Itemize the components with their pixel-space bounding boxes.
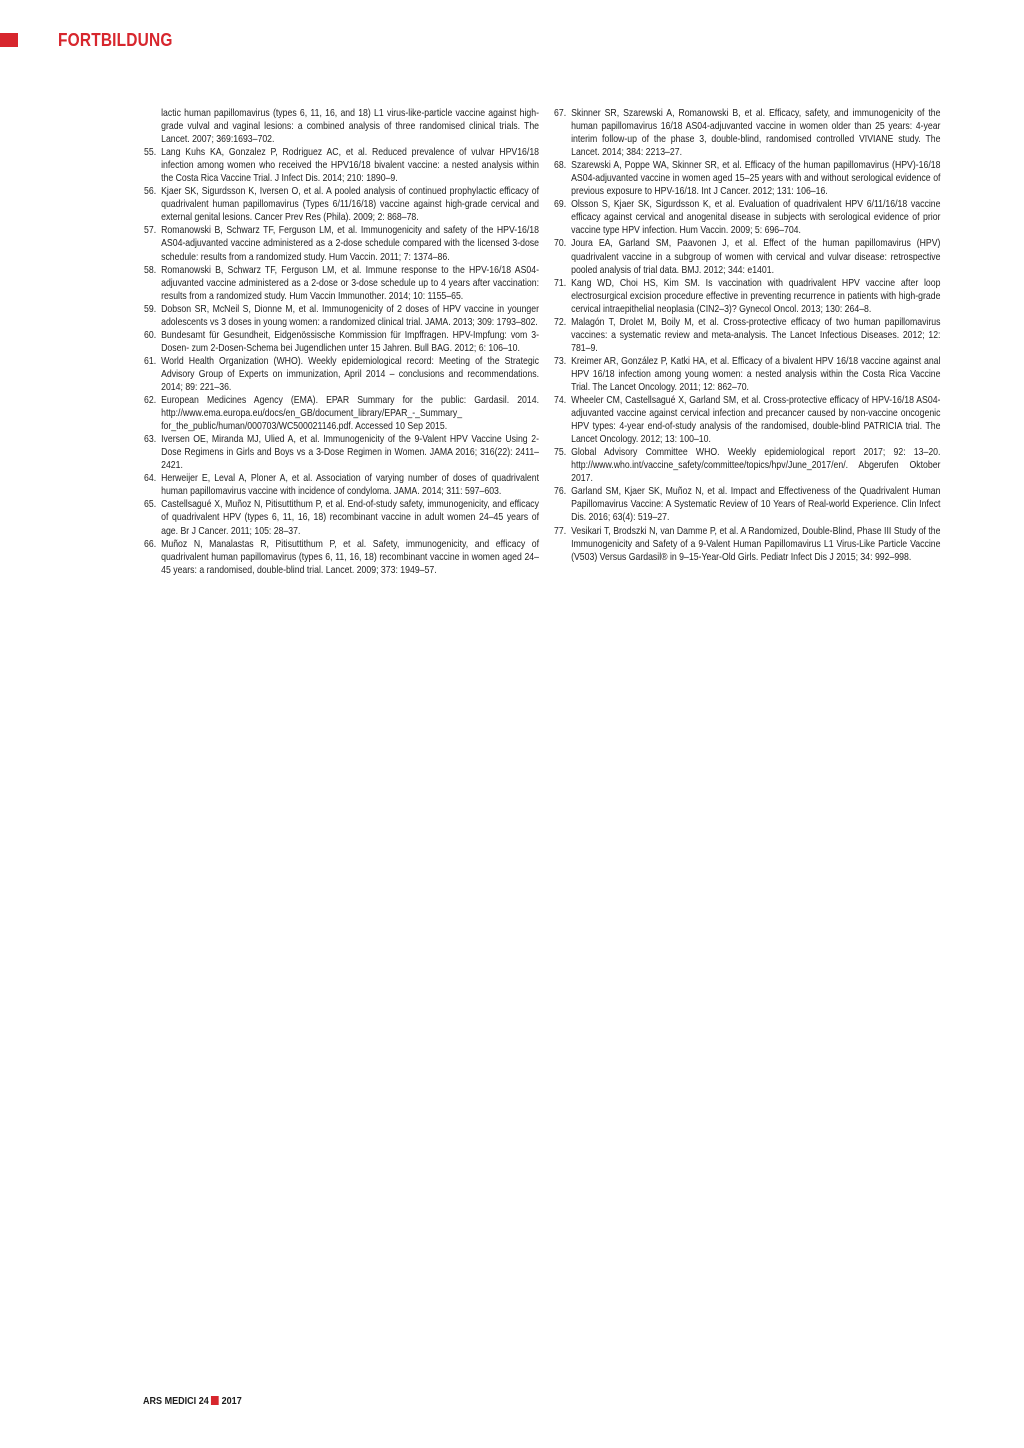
- reference-item: [554, 107, 940, 159]
- reference-item: [554, 316, 940, 355]
- reference-item: [554, 446, 940, 485]
- reference-item: [554, 355, 940, 394]
- reference-text: Garland SM, Kjaer SK, Muñoz N, et al. Impact and Effectiveness of the Quadrivalent Human Papillomavirus Vaccine: A Systematic Review of 10 Years of Real-world Experience. Clin Infect Dis. 2016; 63(4): 519–27.: [571, 486, 941, 524]
- footer-year: 2017: [221, 1395, 242, 1407]
- reference-item: [144, 498, 539, 537]
- reference-item: [554, 198, 940, 237]
- reference-text: Castellsagué X, Muñoz N, Pitisuttithum P, et al. End-of-study safety, immunogenicity, and efficacy of quadrivalent HPV (types 6, 11, 16, 18) recombinant vaccine in adult women 24–45 years of age. Br J Cancer. 2011; 105: 28–37.: [161, 499, 540, 537]
- reference-item: [144, 433, 539, 472]
- reference-text: Muñoz N, Manalastas R, Pitisuttithum P, et al. Safety, immunogenicity, and efficacy of quadrivalent human papillomavirus (types 6, 11, 16, 18) recombinant vaccine in women aged 24–45 years: a randomised, double-blind trial. Lancet. 2009; 373: 1949–57.: [161, 538, 540, 576]
- reference-number: 76.: [554, 486, 567, 498]
- reference-item: [144, 538, 539, 577]
- reference-number: 69.: [554, 199, 567, 211]
- references-column-left: [144, 107, 566, 577]
- reference-text: Skinner SR, Szarewski A, Romanowski B, et al. Efficacy, safety, and immunogenicity of the human papillomavirus 16/18 AS04-adjuvanted vaccine in women older than 25 years: 4-year interim follow-up of the phase 3, double-blind, randomised controlled VIVIANE study. The Lancet. 2014; 384: 2213–27.: [571, 108, 941, 159]
- reference-number: 73.: [554, 355, 567, 367]
- reference-text: Kreimer AR, González P, Katki HA, et al. Efficacy of a bivalent HPV 16/18 vaccine against anal HPV 16/18 infection among young women: a nested analysis within the Costa Rica Vaccine Trial. The Lancet Oncology. 2011; 12: 862–70.: [571, 355, 941, 393]
- footer-journal: ARS MEDICI 24: [143, 1395, 209, 1407]
- section-marker: [0, 33, 18, 47]
- reference-text: Bundesamt für Gesundheit, Eidgenössische Kommission für Impffragen. HPV-Impfung: vom 3-Dosen- zum 2-Dosen-Schema bei Jugendlichen unter 15 Jahren. Bull BAG. 2012; 6: 106–10.: [161, 329, 540, 354]
- reference-number: 65.: [144, 499, 157, 511]
- reference-number: 58.: [144, 264, 157, 276]
- reference-item: [144, 303, 539, 329]
- reference-number: 60.: [144, 329, 157, 341]
- reference-text: Malagón T, Drolet M, Boily M, et al. Cross-protective efficacy of two human papillomavirus vaccines: a systematic review and meta-analysis. The Lancet Infectious Diseases. 2012; 12: 781–9.: [571, 316, 941, 354]
- reference-item: [554, 237, 940, 276]
- reference-number: 66.: [144, 538, 157, 550]
- reference-item: [144, 264, 539, 303]
- reference-text: Vesikari T, Brodszki N, van Damme P, et al. A Randomized, Double-Blind, Phase III Study of the Immunogenicity and Safety of a 9-Valent Human Papillomavirus L1 Virus-Like Particle Vaccine (V503) Versus Gardasil® in 9–15-Year-Old Girls. Pediatr Infect Dis J 2015; 34: 992–998.: [571, 525, 941, 563]
- reference-text: Kang WD, Choi HS, Kim SM. Is vaccination with quadrivalent HPV vaccine after loop electrosurgical excision procedure effective in preventing recurrence in patients with high-grade cervical intraepithelial neoplasia (CIN2–3)? Gynecol Oncol. 2013; 130: 264–8.: [571, 277, 941, 315]
- reference-text: Romanowski B, Schwarz TF, Ferguson LM, et al. Immunogenicity and safety of the HPV-16/18 AS04-adjuvanted vaccine administered as a 2-dose schedule compared with the licensed 3-dose schedule: results from a randomized study. Hum Vaccin. 2011; 7: 1374–86.: [161, 225, 540, 263]
- reference-number: 77.: [554, 525, 567, 537]
- reference-text: Herweijer E, Leval A, Ploner A, et al. Association of varying number of doses of quadrivalent human papillomavirus vaccine with incidence of condyloma. JAMA. 2014; 311: 597–603.: [161, 473, 540, 498]
- reference-text: Wheeler CM, Castellsagué X, Garland SM, et al. Cross-protective efficacy of HPV-16/18 AS04-adjuvanted vaccine against cervical infection and precancer caused by non-vaccine oncogenic HPV types: 4-year end-of-study analysis of the randomised, double-blind PATRICIA trial. The Lancet Oncology. 2012; 13: 100–10.: [571, 395, 941, 446]
- reference-item: [554, 277, 940, 316]
- reference-text: Global Advisory Committee WHO. Weekly epidemiological report 2017; 92: 13–20. http://www.who.int/vaccine_safety/committee/topics/hpv/June_2017/en/. Abgerufen Oktober 2017.: [571, 447, 941, 485]
- reference-number: 68.: [554, 160, 567, 172]
- reference-number: 71.: [554, 277, 567, 289]
- reference-number: 67.: [554, 108, 567, 119]
- section-title: FORTBILDUNG: [58, 30, 173, 50]
- reference-item: [144, 107, 539, 146]
- reference-number: 57.: [144, 225, 157, 237]
- references-list-right: [554, 107, 940, 564]
- reference-number: 72.: [554, 316, 567, 328]
- reference-text: European Medicines Agency (EMA). EPAR Summary for the public: Gardasil. 2014. http://www.ema.europa.eu/docs/en_GB/document_library/EPAR_-_Summary_ for_the_public/human/000703/WC500021146.pdf. Accessed 10 Sep 2015.: [161, 395, 540, 433]
- page-footer: [143, 1395, 242, 1407]
- reference-number: 63.: [144, 434, 157, 446]
- reference-text: Romanowski B, Schwarz TF, Ferguson LM, et al. Immune response to the HPV-16/18 AS04-adjuvanted vaccine administered as a 2-dose or 3-dose schedule up to 4 years after vaccination: results from a randomized study. Hum Vaccin Immunother. 2014; 10: 1155–65.: [161, 264, 540, 302]
- references-column-right: [554, 107, 939, 564]
- reference-item: [144, 224, 539, 263]
- reference-item: [554, 525, 940, 564]
- reference-number: 56.: [144, 186, 157, 198]
- reference-text: Olsson S, Kjaer SK, Sigurdsson K, et al. Evaluation of quadrivalent HPV 6/11/16/18 vaccine efficacy against cervical and anogenital disease in subjects with serological evidence of prior vaccine type HPV infection. Hum Vaccin. 2009; 5: 696–704.: [571, 199, 941, 237]
- reference-item: [144, 146, 539, 185]
- reference-number: 70.: [554, 238, 567, 250]
- reference-number: 55.: [144, 147, 157, 159]
- reference-text: Szarewski A, Poppe WA, Skinner SR, et al. Efficacy of the human papillomavirus (HPV)-16/18 AS04-adjuvanted vaccine in women aged 15–25 years with and without serological evidence of previous exposure to HPV-16/18. Int J Cancer. 2012; 131: 106–16.: [571, 160, 941, 198]
- reference-number: 75.: [554, 447, 567, 459]
- reference-item: [554, 485, 940, 524]
- references-list-left: [144, 107, 539, 577]
- reference-number: 62.: [144, 395, 157, 407]
- reference-text: Joura EA, Garland SM, Paavonen J, et al. Effect of the human papillomavirus (HPV) quadrivalent vaccine in a subgroup of women with cervical and vulvar disease: retrospective pooled analysis of trial data. BMJ. 2012; 344: e1401.: [571, 238, 941, 276]
- reference-item: [144, 185, 539, 224]
- reference-item: [144, 355, 539, 394]
- reference-text: lactic human papillomavirus (types 6, 11, 16, and 18) L1 virus-like-particle vaccine against high-grade vulval and vaginal lesions: a combined analysis of three randomised clinical trials. The Lancet. 2007; 369:1693–702.: [161, 108, 540, 146]
- reference-text: Iversen OE, Miranda MJ, Ulied A, et al. Immunogenicity of the 9-Valent HPV Vaccine Using 2-Dose Regimens in Girls and Boys vs a 3-Dose Regimen in Women. JAMA 2016; 316(22): 2411–2421.: [161, 434, 540, 472]
- reference-item: [144, 394, 539, 433]
- reference-number: 64.: [144, 473, 157, 485]
- reference-number: 61.: [144, 355, 157, 367]
- reference-item: [554, 159, 940, 198]
- reference-number: 59.: [144, 303, 157, 315]
- reference-item: [144, 472, 539, 498]
- footer-square-marker: [211, 1396, 219, 1405]
- reference-text: Kjaer SK, Sigurdsson K, Iversen O, et al. A pooled analysis of continued prophylactic efficacy of quadrivalent human papillomavirus (Types 6/11/16/18) vaccine against high-grade cervical and external genital lesions. Cancer Prev Res (Phila). 2009; 2: 868–78.: [161, 186, 540, 224]
- reference-item: [554, 394, 940, 446]
- reference-text: Lang Kuhs KA, Gonzalez P, Rodriguez AC, et al. Reduced prevalence of vulvar HPV16/18 infection among women who received the HPV16/18 bivalent vaccine: a nested analysis within the Costa Rica Vaccine Trial. J Infect Dis. 2014; 210: 1890–9.: [161, 147, 540, 185]
- reference-item: [144, 329, 539, 355]
- reference-text: Dobson SR, McNeil S, Dionne M, et al. Immunogenicity of 2 doses of HPV vaccine in younger adolescents vs 3 doses in young women: a randomized clinical trial. JAMA. 2013; 309: 1793–802.: [161, 303, 540, 328]
- reference-text: World Health Organization (WHO). Weekly epidemiological record: Meeting of the Strategic Advisory Group of Experts on immunization, April 2014 – conclusions and recommendations. 2014; 89: 221–36.: [161, 355, 540, 393]
- reference-number: 74.: [554, 395, 567, 407]
